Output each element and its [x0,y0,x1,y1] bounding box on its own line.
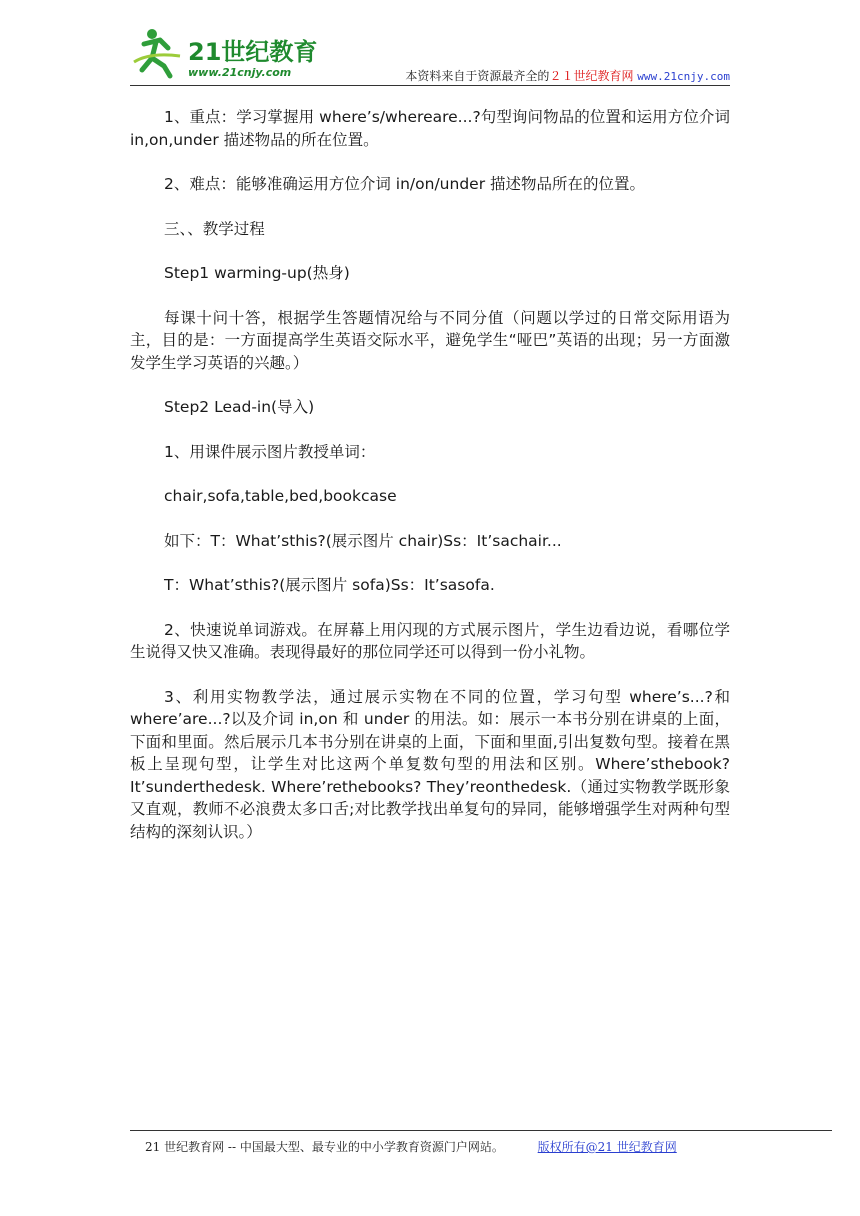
paragraph-vocabulary: chair,sofa,table,bed,bookcase [164,487,397,505]
paragraph-realia-teaching: 3、利用实物教学法，通过展示实物在不同的位置，学习句型 where’s...?和 where’are...?以及介词 in,on 和 under 的用法。如：展示一本书分别在讲桌的上面，下面和里面。然后展示几本书分别在讲桌的上面，下面和里面,引出复数句型。接着在黑板上呈现句型，让学生对比这两个单复数句型的用法和区别。Where’sthebook?It’sunderthedesk. Where’rethebooks? They’reonthedesk.（通过实物教学既形象又直观，教师不必浪费太多口舌;对比教学找出单复句的异同，能够增强学生对两种句型结构的深刻认识。） [130,687,730,841]
step1-heading: Step1 warming-up(热身) [164,264,350,282]
paragraph-dialogue-sofa: T：What’sthis?(展示图片 sofa)Ss：It’sasofa. [164,576,495,594]
header-note-url[interactable]: www.21cnjy.com [637,70,730,83]
footer-text: 21 世纪教育网 -- 中国最大型、最专业的中小学教育资源门户网站。 [145,1140,504,1154]
paragraph-warming-up: 每课十问十答，根据学生答题情况给与不同分值（问题以学过的日常交际用语为主，目的是：一方面提高学生英语交际水平，避免学生“哑巴”英语的出现；另一方面激发学生学习英语的兴趣。） [130,308,730,372]
paragraph-key-points: 1、重点：学习掌握用 where’s/whereare...?句型询问物品的位置和运用方位介词 in,on,under 描述物品的所在位置。 [130,108,730,149]
header-divider [130,85,730,86]
paragraph-dialogue-chair: 如下：T：What’sthis?(展示图片 chair)Ss：It’sachair... [164,531,562,550]
page-footer [145,1138,677,1155]
header-note-prefix: 本资料来自于资源最齐全的 [405,69,550,83]
header-note-site: ２１世纪教育网 [549,69,634,83]
paragraph-courseware: 1、用课件展示图片教授单词： [164,442,376,461]
header-note [405,67,730,84]
page-header [130,22,730,86]
logo-url: www.21cnjy.com [188,66,292,79]
footer-divider [130,1130,832,1131]
paragraph-word-game: 2、快速说单词游戏。在屏幕上用闪现的方式展示图片，学生边看边说，看哪位学生说得又快又准确。表现得最好的那位同学还可以得到一份小礼物。 [130,620,730,661]
paragraph-difficult-points: 2、难点：能够准确运用方位介词 in/on/under 描述物品所在的位置。 [164,175,645,193]
step2-heading: Step2 Lead-in(导入) [164,398,315,416]
logo-text: 21世纪教育 [188,38,318,66]
section-heading-teaching-process: 三、、教学过程 [164,219,265,238]
footer-copyright-link[interactable]: 版权所有@21 世纪教育网 [537,1140,677,1154]
document-body [130,106,730,843]
logo-21cnjy [130,22,330,82]
